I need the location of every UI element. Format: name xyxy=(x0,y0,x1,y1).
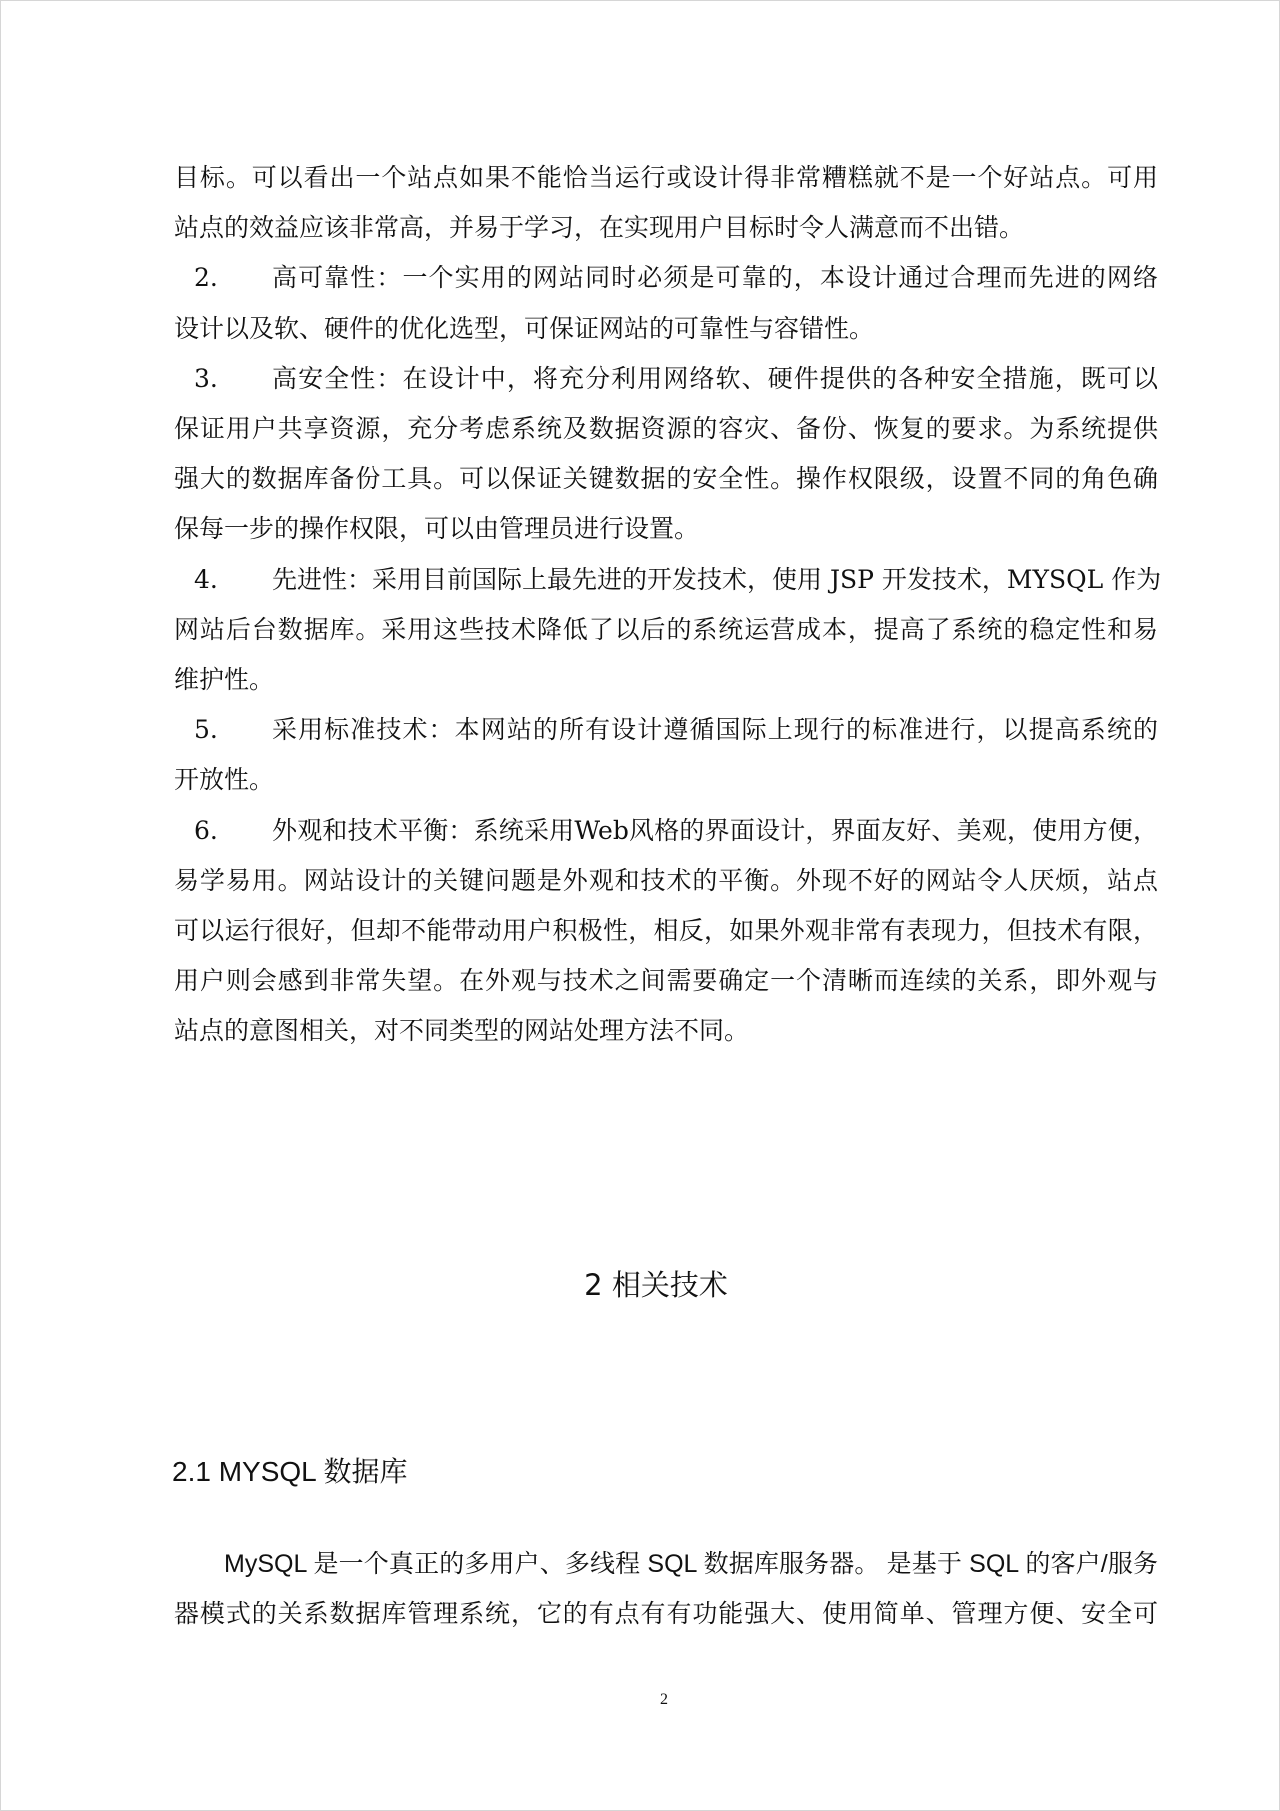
list-number: 6. xyxy=(194,815,218,845)
line-text: 用户则会感到非常失望。在外观与技术之间需要确定一个清晰而连续的关系，即外观与 xyxy=(174,966,1158,996)
section-heading: 2.1 MYSQL 数据库 xyxy=(172,1456,408,1487)
text-line xyxy=(174,856,1158,906)
text-line xyxy=(174,906,1158,956)
line-text: 保每一步的操作权限，可以由管理员进行设置。 xyxy=(174,514,700,544)
text-line xyxy=(174,304,1158,354)
line-text: 网站后台数据库。采用这些技术降低了以后的系统运营成本，提高了系统的稳定性和易 xyxy=(174,614,1158,644)
list-number: 5. xyxy=(194,715,218,745)
line-text: 可以运行很好，但却不能带动用户积极性，相反，如果外观非常有表现力，但技术有限， xyxy=(174,916,1158,945)
line-text: 保证用户共享资源，充分考虑系统及数据资源的容灾、备份、恢复的要求。为系统提供 xyxy=(174,414,1158,443)
list-item xyxy=(174,806,1158,856)
list-item-text: 采用标准技术：本网站的所有设计遵循国际上现行的标准进行，以提高系统的 xyxy=(272,715,1158,745)
text-line xyxy=(174,454,1158,504)
text-line xyxy=(174,203,1158,253)
list-item-text: 高安全性：在设计中，将充分利用网络软、硬件提供的各种安全措施，既可以 xyxy=(272,363,1158,393)
text-line xyxy=(174,956,1158,1006)
list-number: 2. xyxy=(194,263,218,293)
text-line xyxy=(174,404,1158,454)
text-line xyxy=(174,755,1158,805)
line-text: 站点的效益应该非常高，并易于学习，在实现用户目标时令人满意而不出错。 xyxy=(174,213,1025,243)
text-line xyxy=(174,1589,1158,1639)
list-item-text: 高可靠性：一个实用的网站同时必须是可靠的，本设计通过合理而先进的网络 xyxy=(272,263,1158,293)
line-text: 强大的数据库备份工具。可以保证关键数据的安全性。操作权限级，设置不同的角色确 xyxy=(174,464,1158,494)
text-line xyxy=(174,655,1158,705)
page-number: 2 xyxy=(660,1691,668,1708)
text-line xyxy=(174,605,1158,655)
list-item xyxy=(174,253,1158,303)
text-line xyxy=(174,153,1158,203)
chapter-heading: 2 相关技术 xyxy=(584,1268,728,1302)
list-number: 4. xyxy=(194,564,218,594)
line-text: 目标。可以看出一个站点如果不能恰当运行或设计得非常糟糕就不是一个好站点。可用 xyxy=(174,163,1158,192)
list-item xyxy=(174,705,1158,755)
line-text: 维护性。 xyxy=(174,665,275,694)
line-text: 开放性。 xyxy=(174,765,275,795)
line-text: MySQL 是一个真正的多用户、多线程 SQL 数据库服务器。 是基于 SQL 的客户/服务 xyxy=(224,1550,1158,1578)
list-item-text: 先进性：采用目前国际上最先进的开发技术，使用 JSP 开发技术，MYSQL 作为 xyxy=(272,564,1162,594)
line-text: 站点的意图相关，对不同类型的网站处理方法不同。 xyxy=(174,1016,750,1046)
text-line xyxy=(174,1539,1158,1589)
list-item xyxy=(174,555,1162,605)
list-item-text: 外观和技术平衡：系统采用Web风格的界面设计，界面友好、美观，使用方便， xyxy=(272,815,1158,845)
list-number: 3. xyxy=(194,363,218,393)
text-line xyxy=(174,1006,1158,1056)
line-text: 器模式的关系数据库管理系统，它的有点有有功能强大、使用简单、管理方便、安全可 xyxy=(174,1600,1158,1628)
line-text: 设计以及软、硬件的优化选型，可保证网站的可靠性与容错性。 xyxy=(174,313,875,343)
line-text: 易学易用。网站设计的关键问题是外观和技术的平衡。外现不好的网站令人厌烦，站点 xyxy=(174,865,1158,895)
list-item xyxy=(174,354,1158,404)
text-line xyxy=(174,504,1158,554)
